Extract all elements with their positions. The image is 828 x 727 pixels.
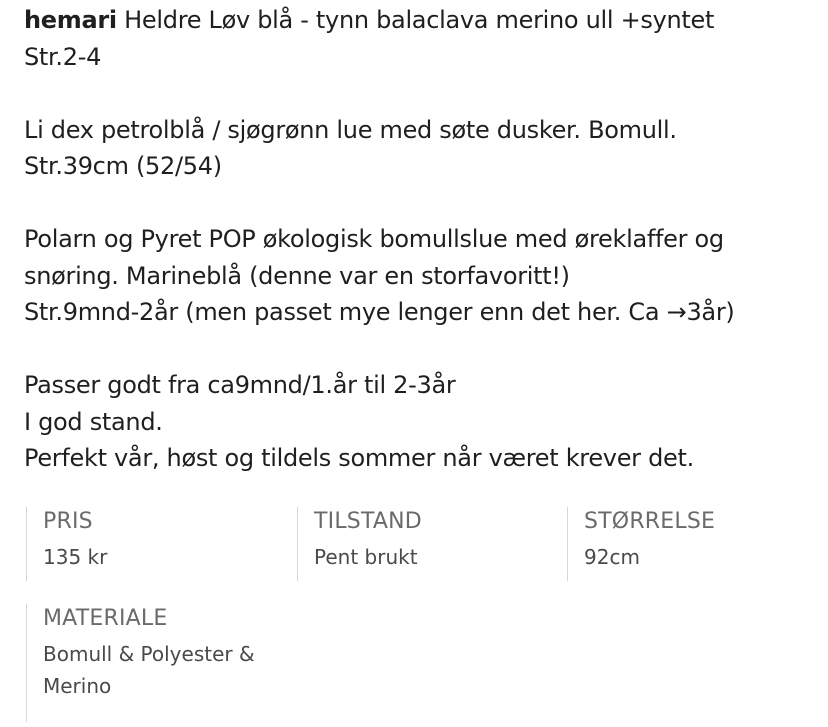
attribute-size (567, 507, 814, 581)
item-title-text: Heldre Løv blå - tynn balaclava merino ull +syntet (116, 6, 715, 34)
description-paragraph-2 (24, 112, 819, 185)
attribute-price (26, 507, 293, 581)
attribute-value: 92cm (584, 545, 640, 569)
brand-name: hemari (24, 6, 117, 34)
description-line: Str.9mnd-2år (men passet mye lenger enn det her. Ca →3år) (24, 298, 735, 326)
description-line: Passer godt fra ca9mnd/1.år til 2-3år (24, 371, 456, 399)
description-line: snøring. Marineblå (denne var en storfavoritt!) (24, 261, 570, 290)
description-paragraph-1 (24, 2, 819, 75)
attribute-label: TILSTAND (314, 509, 422, 534)
attribute-label: PRIS (43, 509, 93, 534)
attribute-value: Pent brukt (314, 545, 418, 569)
description-line: I god stand. (24, 407, 163, 436)
attribute-label: MATERIALE (43, 606, 168, 631)
item-description (24, 2, 819, 477)
attribute-condition (297, 507, 564, 581)
description-line (24, 2, 819, 39)
description-line: Perfekt vår, høst og tildels sommer når været krever det. (24, 444, 694, 472)
description-line: Str.2-4 (24, 42, 102, 71)
attribute-value: 135 kr (43, 545, 108, 569)
description-paragraph-4 (24, 367, 819, 477)
description-paragraph-3 (24, 221, 819, 331)
attribute-material (26, 604, 293, 722)
description-line: Li dex petrolblå / sjøgrønn lue med søte dusker. Bomull. (24, 115, 677, 144)
attribute-value: Bomull & Polyester & Merino (43, 642, 255, 698)
description-line: Str.39cm (52/54) (24, 152, 222, 180)
description-line: Polarn og Pyret POP økologisk bomullslue med øreklaffer og (24, 225, 724, 253)
attribute-label: STØRRELSE (584, 509, 716, 534)
